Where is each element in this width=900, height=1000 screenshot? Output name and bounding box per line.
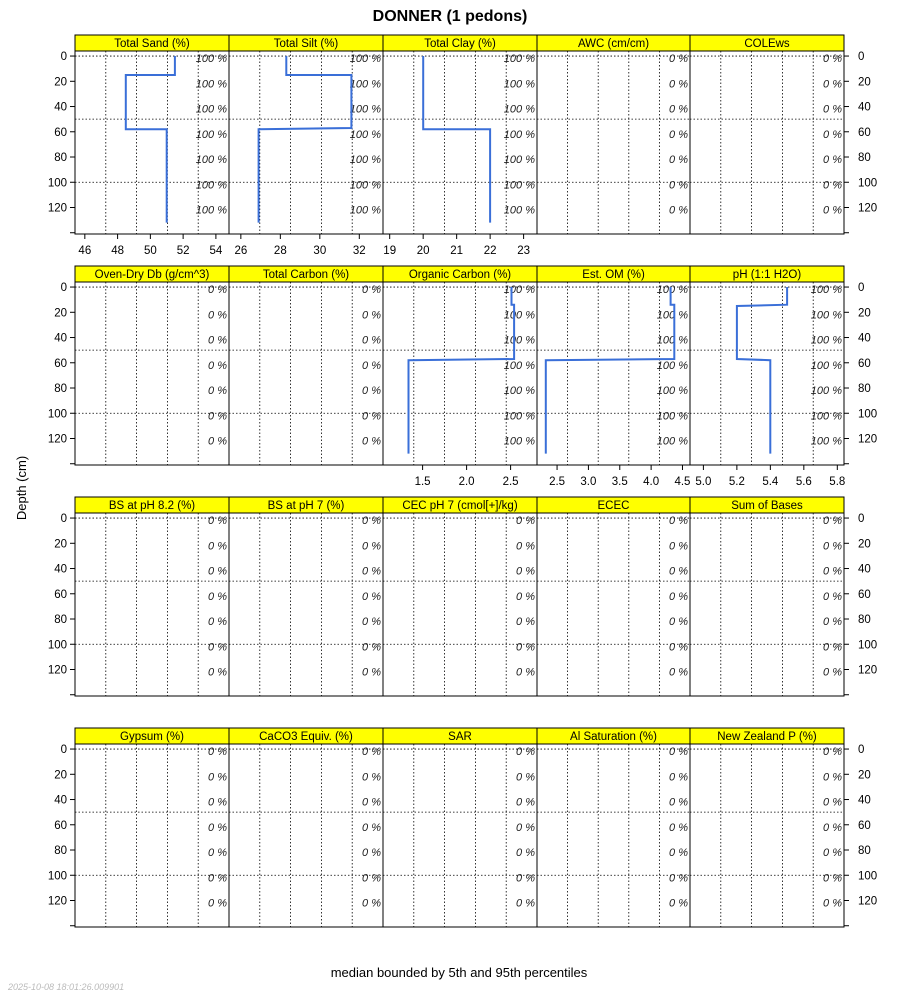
panel-pct-label: 0 % <box>669 771 688 784</box>
panel-pct-label: 0 % <box>516 821 535 834</box>
x-tick-label: 20 <box>416 245 430 257</box>
panel-11 <box>229 497 383 696</box>
y-tick-label: 60 <box>54 588 67 601</box>
panel-grid <box>48 35 877 927</box>
panel-pct-label: 0 % <box>823 103 842 116</box>
panel-pct-label: 0 % <box>823 590 842 603</box>
y-tick-label: 40 <box>858 563 871 576</box>
panel-pct-label: 0 % <box>208 590 227 603</box>
panel-pct-label: 0 % <box>362 334 381 347</box>
y-tick-label: 40 <box>858 101 871 114</box>
panel-strip-label: BS at pH 8.2 (%) <box>108 500 196 512</box>
panel-pct-label: 0 % <box>669 53 688 66</box>
panel-pct-label: 0 % <box>823 515 842 528</box>
panel-pct-label: 100 % <box>810 309 842 322</box>
panel-pct-label: 100 % <box>195 128 227 141</box>
panel-pct-label: 100 % <box>810 435 842 448</box>
x-tick-label: 2.5 <box>502 476 519 488</box>
panel-pct-label: 0 % <box>669 847 688 860</box>
panel-strip-label: COLEws <box>744 38 790 50</box>
y-tick-label: 0 <box>60 282 67 295</box>
panel-strip-label: Total Carbon (%) <box>262 269 350 281</box>
y-tick-label: 120 <box>858 433 878 446</box>
chart-title: DONNER (1 pedons) <box>372 8 528 25</box>
panel-6 <box>229 266 383 465</box>
panel-16 <box>229 728 383 927</box>
panel-pct-label: 0 % <box>362 897 381 910</box>
panel-frame <box>690 51 844 234</box>
y-tick-label: 20 <box>54 307 67 320</box>
panel-strip-label: New Zealand P (%) <box>717 731 817 743</box>
panel-frame <box>229 744 383 927</box>
y-tick-label: 80 <box>858 845 871 858</box>
x-tick-label: 1.5 <box>414 476 431 488</box>
panel-pct-label: 100 % <box>810 334 842 347</box>
panel-frame <box>229 282 383 465</box>
panel-pct-label: 0 % <box>823 565 842 578</box>
panel-pct-label: 0 % <box>823 746 842 759</box>
panel-pct-label: 0 % <box>669 565 688 578</box>
y-tick-label: 20 <box>54 76 67 89</box>
panel-pct-label: 0 % <box>823 540 842 553</box>
x-tick-label: 5.0 <box>695 476 712 488</box>
panel-pct-label: 100 % <box>810 284 842 297</box>
panel-pct-label: 0 % <box>208 410 227 423</box>
panel-pct-label: 0 % <box>208 847 227 860</box>
x-tick-label: 46 <box>78 245 92 257</box>
panel-pct-label: 0 % <box>823 666 842 679</box>
panel-pct-label: 0 % <box>823 179 842 192</box>
x-tick-label: 23 <box>517 245 531 257</box>
panel-pct-label: 0 % <box>362 309 381 322</box>
panel-pct-label: 0 % <box>516 590 535 603</box>
y-tick-label: 60 <box>54 126 67 139</box>
panel-19 <box>690 728 877 927</box>
y-axis-label: Depth (cm) <box>14 455 29 521</box>
y-tick-label: 80 <box>858 383 871 396</box>
y-tick-label: 80 <box>54 152 67 165</box>
panel-pct-label: 100 % <box>195 53 227 66</box>
y-tick-label: 80 <box>54 383 67 396</box>
y-tick-label: 100 <box>858 639 878 652</box>
panel-pct-label: 100 % <box>503 53 535 66</box>
x-tick-label: 3.5 <box>611 476 628 488</box>
panel-pct-label: 0 % <box>823 771 842 784</box>
panel-1 <box>229 35 383 257</box>
panel-pct-label: 0 % <box>823 796 842 809</box>
panel-pct-label: 0 % <box>669 515 688 528</box>
y-tick-label: 80 <box>858 152 871 165</box>
profile-line <box>423 56 490 223</box>
panel-strip-label: CEC pH 7 (cmol[+]/kg) <box>402 500 518 512</box>
panel-frame <box>537 744 690 927</box>
y-tick-label: 60 <box>858 819 871 832</box>
panel-pct-label: 0 % <box>362 565 381 578</box>
panel-pct-label: 0 % <box>516 847 535 860</box>
y-tick-label: 60 <box>54 819 67 832</box>
y-tick-label: 40 <box>54 101 67 114</box>
y-tick-label: 20 <box>858 769 871 782</box>
y-tick-label: 0 <box>858 513 865 526</box>
panel-pct-label: 0 % <box>669 204 688 217</box>
x-tick-label: 52 <box>176 245 190 257</box>
y-tick-label: 20 <box>858 538 871 551</box>
panel-pct-label: 0 % <box>823 78 842 91</box>
panel-frame <box>383 744 537 927</box>
panel-pct-label: 100 % <box>195 103 227 116</box>
panel-pct-label: 0 % <box>669 590 688 603</box>
x-tick-label: 48 <box>111 245 124 257</box>
panel-pct-label: 0 % <box>362 796 381 809</box>
y-tick-label: 20 <box>54 538 67 551</box>
panel-pct-label: 0 % <box>823 616 842 629</box>
panel-pct-label: 100 % <box>349 179 381 192</box>
y-tick-label: 60 <box>54 357 67 370</box>
panel-pct-label: 0 % <box>362 821 381 834</box>
panel-pct-label: 100 % <box>656 309 688 322</box>
panel-strip-label: Sum of Bases <box>731 500 803 512</box>
panel-pct-label: 0 % <box>669 78 688 91</box>
x-tick-label: 22 <box>483 245 497 257</box>
panel-pct-label: 0 % <box>362 540 381 553</box>
panel-pct-label: 0 % <box>669 897 688 910</box>
panel-pct-label: 0 % <box>823 154 842 167</box>
y-tick-label: 40 <box>858 794 871 807</box>
x-tick-label: 5.8 <box>829 476 846 488</box>
panel-pct-label: 0 % <box>669 796 688 809</box>
panel-strip-label: Total Sand (%) <box>114 38 190 50</box>
panel-pct-label: 0 % <box>823 897 842 910</box>
panel-pct-label: 0 % <box>516 872 535 885</box>
y-tick-label: 120 <box>47 433 67 446</box>
profile-line <box>409 287 515 454</box>
panel-17 <box>383 728 537 927</box>
y-tick-label: 80 <box>54 614 67 627</box>
panel-frame <box>75 513 229 696</box>
panel-pct-label: 100 % <box>503 359 535 372</box>
x-tick-label: 19 <box>383 245 397 257</box>
y-tick-label: 120 <box>858 664 878 677</box>
panel-pct-label: 0 % <box>362 746 381 759</box>
y-tick-label: 120 <box>858 895 878 908</box>
panel-pct-label: 100 % <box>810 359 842 372</box>
panel-pct-label: 0 % <box>669 872 688 885</box>
panel-13 <box>537 497 690 696</box>
panel-pct-label: 0 % <box>208 897 227 910</box>
y-tick-label: 120 <box>47 664 67 677</box>
y-tick-label: 40 <box>54 563 67 576</box>
panel-pct-label: 0 % <box>362 435 381 448</box>
panel-pct-label: 0 % <box>362 284 381 297</box>
panel-pct-label: 0 % <box>208 284 227 297</box>
panel-pct-label: 0 % <box>516 616 535 629</box>
panel-10 <box>48 497 229 696</box>
y-tick-label: 20 <box>858 76 871 89</box>
panel-5 <box>48 266 229 465</box>
x-tick-label: 30 <box>313 245 327 257</box>
panel-pct-label: 0 % <box>362 847 381 860</box>
y-tick-label: 120 <box>47 202 67 215</box>
panel-strip-label: Organic Carbon (%) <box>408 269 512 281</box>
panel-pct-label: 100 % <box>349 78 381 91</box>
panel-pct-label: 100 % <box>810 385 842 398</box>
panel-pct-label: 100 % <box>656 334 688 347</box>
panel-pct-label: 100 % <box>656 284 688 297</box>
panel-strip-label: BS at pH 7 (%) <box>267 500 345 512</box>
x-tick-label: 5.6 <box>795 476 812 488</box>
y-tick-label: 0 <box>60 744 67 757</box>
panel-pct-label: 0 % <box>208 565 227 578</box>
y-tick-label: 120 <box>858 202 878 215</box>
panel-pct-label: 0 % <box>208 796 227 809</box>
profile-line <box>126 56 175 223</box>
panel-pct-label: 0 % <box>516 641 535 654</box>
panel-pct-label: 0 % <box>208 746 227 759</box>
panel-pct-label: 0 % <box>362 616 381 629</box>
panel-3 <box>537 35 690 234</box>
panel-strip-label: pH (1:1 H2O) <box>732 269 802 281</box>
x-tick-label: 4.0 <box>643 476 660 488</box>
panel-pct-label: 0 % <box>208 359 227 372</box>
y-tick-label: 80 <box>54 845 67 858</box>
panel-pct-label: 0 % <box>823 847 842 860</box>
panel-0 <box>48 35 229 257</box>
x-tick-label: 32 <box>352 245 366 257</box>
panel-pct-label: 100 % <box>503 78 535 91</box>
y-tick-label: 60 <box>858 588 871 601</box>
y-tick-label: 120 <box>47 895 67 908</box>
profile-line <box>259 56 352 223</box>
panel-pct-label: 0 % <box>516 746 535 759</box>
panel-pct-label: 0 % <box>669 179 688 192</box>
panel-pct-label: 0 % <box>208 334 227 347</box>
panel-pct-label: 0 % <box>516 796 535 809</box>
y-tick-label: 40 <box>858 332 871 345</box>
panel-pct-label: 0 % <box>208 309 227 322</box>
panel-pct-label: 0 % <box>516 666 535 679</box>
panel-pct-label: 100 % <box>503 410 535 423</box>
panel-pct-label: 0 % <box>362 590 381 603</box>
profile-line <box>737 287 787 454</box>
panel-strip-label: Total Silt (%) <box>273 38 339 50</box>
panel-pct-label: 0 % <box>823 821 842 834</box>
x-tick-label: 5.4 <box>762 476 779 488</box>
panel-pct-label: 0 % <box>208 821 227 834</box>
panel-pct-label: 0 % <box>208 666 227 679</box>
x-tick-label: 28 <box>273 245 287 257</box>
panel-15 <box>48 728 229 927</box>
panel-pct-label: 100 % <box>195 204 227 217</box>
panel-pct-label: 0 % <box>823 872 842 885</box>
panel-pct-label: 0 % <box>516 771 535 784</box>
panel-pct-label: 100 % <box>195 179 227 192</box>
panel-pct-label: 0 % <box>823 641 842 654</box>
panel-pct-label: 0 % <box>669 128 688 141</box>
y-tick-label: 100 <box>858 177 878 190</box>
panel-pct-label: 100 % <box>656 359 688 372</box>
panel-pct-label: 100 % <box>503 103 535 116</box>
y-tick-label: 0 <box>60 513 67 526</box>
panel-pct-label: 0 % <box>208 641 227 654</box>
panel-18 <box>537 728 690 927</box>
y-tick-label: 40 <box>54 332 67 345</box>
panel-pct-label: 0 % <box>669 540 688 553</box>
panel-pct-label: 0 % <box>362 666 381 679</box>
y-tick-label: 20 <box>54 769 67 782</box>
panel-strip-label: Est. OM (%) <box>582 269 645 281</box>
panel-pct-label: 0 % <box>362 771 381 784</box>
panel-pct-label: 0 % <box>362 515 381 528</box>
y-tick-label: 0 <box>858 282 865 295</box>
panel-frame <box>75 282 229 465</box>
panel-14 <box>690 497 877 696</box>
panel-frame <box>690 744 844 927</box>
panel-4 <box>690 35 877 234</box>
y-tick-label: 100 <box>47 870 67 883</box>
panel-pct-label: 100 % <box>349 128 381 141</box>
panel-pct-label: 100 % <box>349 53 381 66</box>
panel-pct-label: 0 % <box>362 385 381 398</box>
x-tick-label: 5.2 <box>728 476 745 488</box>
panel-frame <box>537 51 690 234</box>
panel-pct-label: 100 % <box>503 128 535 141</box>
panel-pct-label: 0 % <box>208 515 227 528</box>
panel-pct-label: 0 % <box>516 540 535 553</box>
panel-pct-label: 100 % <box>195 154 227 167</box>
panel-pct-label: 100 % <box>656 385 688 398</box>
y-tick-label: 80 <box>858 614 871 627</box>
panel-2 <box>383 35 537 257</box>
panel-9 <box>690 266 877 488</box>
x-tick-label: 26 <box>234 245 248 257</box>
panel-pct-label: 0 % <box>669 641 688 654</box>
panel-pct-label: 100 % <box>503 179 535 192</box>
timestamp: 2025-10-08 18:01:26.009901 <box>8 982 125 992</box>
panel-pct-label: 0 % <box>516 565 535 578</box>
panel-8 <box>537 266 690 488</box>
panel-pct-label: 100 % <box>349 103 381 116</box>
panel-pct-label: 100 % <box>656 435 688 448</box>
y-tick-label: 60 <box>858 357 871 370</box>
panel-pct-label: 100 % <box>349 154 381 167</box>
panel-pct-label: 0 % <box>516 515 535 528</box>
y-tick-label: 60 <box>858 126 871 139</box>
y-tick-label: 0 <box>60 51 67 64</box>
panel-pct-label: 100 % <box>503 385 535 398</box>
panel-pct-label: 100 % <box>503 334 535 347</box>
panel-pct-label: 0 % <box>208 540 227 553</box>
panel-pct-label: 100 % <box>810 410 842 423</box>
panel-frame <box>690 513 844 696</box>
panel-strip-label: Oven-Dry Db (g/cm^3) <box>94 269 210 281</box>
profile-line <box>546 287 675 454</box>
panel-strip-label: Total Clay (%) <box>424 38 496 50</box>
panel-pct-label: 0 % <box>208 435 227 448</box>
panel-pct-label: 0 % <box>669 821 688 834</box>
panel-strip-label: ECEC <box>597 500 630 512</box>
panel-pct-label: 100 % <box>503 204 535 217</box>
panel-pct-label: 0 % <box>208 616 227 629</box>
y-tick-label: 0 <box>858 744 865 757</box>
x-tick-label: 21 <box>450 245 464 257</box>
panel-strip-label: Al Saturation (%) <box>570 731 657 743</box>
x-tick-label: 2.0 <box>458 476 475 488</box>
panel-strip-label: CaCO3 Equiv. (%) <box>259 731 353 743</box>
x-tick-label: 50 <box>143 245 157 257</box>
panel-pct-label: 100 % <box>503 284 535 297</box>
panel-pct-label: 0 % <box>669 666 688 679</box>
panel-pct-label: 0 % <box>823 128 842 141</box>
panel-pct-label: 0 % <box>208 385 227 398</box>
y-tick-label: 40 <box>54 794 67 807</box>
panel-12 <box>383 497 537 696</box>
x-tick-label: 4.5 <box>674 476 691 488</box>
y-tick-label: 100 <box>47 639 67 652</box>
footer-caption: median bounded by 5th and 95th percentiles <box>330 965 588 980</box>
y-tick-label: 20 <box>858 307 871 320</box>
panel-pct-label: 100 % <box>503 154 535 167</box>
panel-pct-label: 100 % <box>195 78 227 91</box>
panel-pct-label: 100 % <box>503 435 535 448</box>
y-tick-label: 100 <box>47 177 67 190</box>
y-tick-label: 0 <box>858 51 865 64</box>
x-tick-label: 54 <box>209 245 223 257</box>
panel-strip-label: Gypsum (%) <box>120 731 184 743</box>
panel-7 <box>383 266 537 488</box>
panel-pct-label: 0 % <box>362 872 381 885</box>
panel-frame <box>537 513 690 696</box>
panel-frame <box>75 744 229 927</box>
x-tick-label: 2.5 <box>549 476 566 488</box>
panel-pct-label: 0 % <box>208 872 227 885</box>
y-tick-label: 100 <box>47 408 67 421</box>
panel-pct-label: 0 % <box>362 410 381 423</box>
y-tick-label: 100 <box>858 408 878 421</box>
panel-pct-label: 100 % <box>503 309 535 322</box>
panel-pct-label: 0 % <box>823 53 842 66</box>
panel-pct-label: 0 % <box>669 616 688 629</box>
panel-pct-label: 100 % <box>349 204 381 217</box>
panel-pct-label: 0 % <box>823 204 842 217</box>
panel-pct-label: 0 % <box>362 641 381 654</box>
panel-pct-label: 0 % <box>208 771 227 784</box>
panel-pct-label: 0 % <box>362 359 381 372</box>
panel-pct-label: 0 % <box>516 897 535 910</box>
panel-strip-label: AWC (cm/cm) <box>577 38 650 50</box>
panel-frame <box>383 513 537 696</box>
panel-pct-label: 0 % <box>669 103 688 116</box>
panel-frame <box>229 513 383 696</box>
y-tick-label: 100 <box>858 870 878 883</box>
panel-pct-label: 100 % <box>656 410 688 423</box>
panel-strip-label: SAR <box>448 731 472 743</box>
panel-pct-label: 0 % <box>669 746 688 759</box>
x-tick-label: 3.0 <box>580 476 597 488</box>
panel-pct-label: 0 % <box>669 154 688 167</box>
